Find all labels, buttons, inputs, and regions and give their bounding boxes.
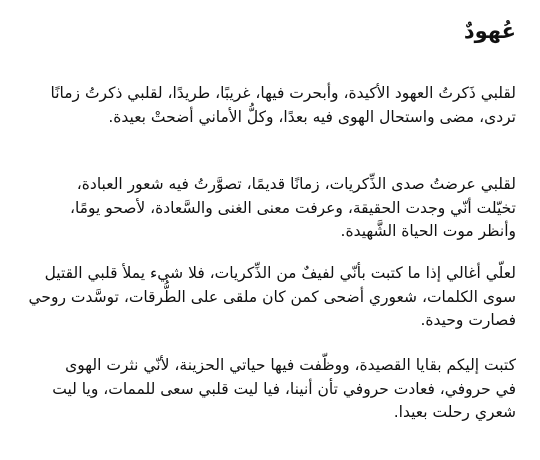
stanza-line: وأنظر موت الحياة الشَّهيدة.: [340, 222, 516, 240]
stanza-3: [16, 262, 516, 333]
stanza-line: لقلبي ذَكرتُ العهود الأكيدة، وأبحرت فيها، غريبًا، طريدًا، لقلبي ذكرتُ زمانًا: [50, 84, 516, 102]
stanza-2: [16, 173, 516, 244]
poem-title: عُهودٌ: [463, 19, 516, 43]
stanza-line: تردى، مضى واستحال الهوى فيه بعدًا، وكلُّ الأماني أضحتْ بعيدة.: [108, 107, 516, 126]
stanza-line: سوى الكلمات، شعوري أضحى كمن كان ملقى على الطُّرقات، توسَّدت روحي: [28, 287, 516, 306]
stanza-4: [16, 354, 516, 425]
stanza-1: [16, 82, 516, 129]
stanza-line: كتبت إليكم بقايا القصيدة، ووظّفت فيها حياتي الحزينة، لأنّي نثرت الهوى: [65, 356, 516, 374]
stanza-line: شعري رحلت بعيدا.: [393, 403, 516, 421]
stanza-line: فصارت وحيدة.: [420, 311, 516, 329]
stanza-line: في حروفي، فعادت حروفي تأن أنينا، فيا ليت قلبي سعى للممات، ويا ليت: [52, 379, 516, 398]
stanza-line: لعلّي أغالي إذا ما كتبت بأنّي لفيفٌ من الذِّكريات، فلا شيء يملأ قلبي القتيل: [44, 264, 516, 282]
stanza-line: تخيّلت أنّي وجدت الحقيقة، وعرفت معنى الغنى والسَّعادة، لأصحو يومًا،: [69, 198, 516, 217]
stanza-line: لقلبي عرضتُ صدى الذِّكريات، زمانًا قديمًا، تصوَّرتُ فيه شعور العبادة،: [76, 175, 516, 193]
